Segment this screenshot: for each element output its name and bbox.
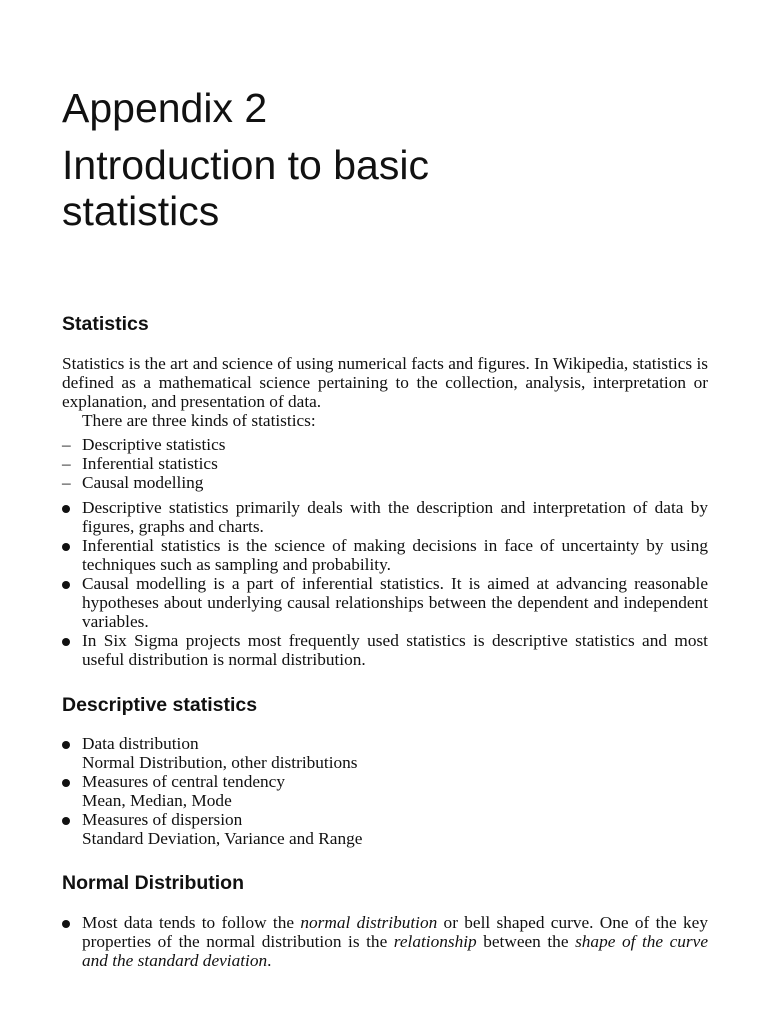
list-item (62, 536, 708, 574)
item-detail: Normal Distribution, other distributions (82, 753, 358, 772)
kind-label: Causal modelling (82, 473, 204, 492)
dash-icon: – (62, 473, 71, 492)
kind-label: Descriptive statistics (82, 435, 226, 454)
section-heading-normal: Normal Distribution (62, 872, 245, 894)
item-title: Data distribution (82, 734, 199, 753)
section-normal-distribution (62, 871, 708, 970)
list-item (62, 574, 708, 631)
list-item (62, 734, 708, 772)
list-item (62, 913, 708, 970)
item-title: Measures of central tendency (82, 772, 285, 791)
section-heading-descriptive: Descriptive statistics (62, 694, 258, 716)
appendix-label: Appendix 2 (62, 85, 268, 131)
item-detail: Standard Deviation, Variance and Range (82, 829, 363, 848)
item-title: Measures of dispersion (82, 810, 243, 829)
bullet-text: Descriptive statistics primarily deals with the description and interpretation of data by figures, graphs and charts. (82, 498, 708, 536)
bullet-icon (62, 741, 70, 749)
list-item (62, 810, 708, 848)
normal-list (62, 913, 708, 970)
dash-icon: – (62, 435, 71, 454)
normal-text-part4: . (267, 951, 272, 970)
list-item (62, 435, 708, 454)
list-item (62, 473, 708, 492)
bullet-icon (62, 543, 70, 551)
normal-text-part3: between the (476, 932, 576, 951)
list-item (62, 454, 708, 473)
bullet-text: Causal modelling is a part of inferential statistics. It is aimed at advancing reasonable hypotheses about underlying causal relationships between the dependent and independent variables. (82, 574, 708, 631)
bullet-icon (62, 581, 70, 589)
list-item (62, 772, 708, 810)
bullet-icon (62, 505, 70, 513)
chapter-title-line-1: Introduction to basic (62, 142, 429, 188)
chapter-title (62, 142, 429, 234)
bullet-text: In Six Sigma projects most frequently used statistics is descriptive statistics and most useful distribution is normal distribution. (82, 631, 708, 669)
item-detail: Mean, Median, Mode (82, 791, 232, 810)
section-statistics (62, 312, 708, 669)
bullet-icon (62, 920, 70, 928)
bullet-icon (62, 638, 70, 646)
kind-label: Inferential statistics (82, 454, 218, 473)
dash-icon: – (62, 454, 71, 473)
normal-text-em3: shape of the curve and the standard deviation (82, 932, 708, 970)
section-heading-statistics: Statistics (62, 313, 149, 335)
bullet-icon (62, 779, 70, 787)
bullet-text: Inferential statistics is the science of making decisions in face of uncertainty by using techniques such as sampling and probability. (82, 536, 708, 574)
list-item (62, 498, 708, 536)
normal-text-em1: normal distribution (300, 913, 438, 932)
list-item (62, 631, 708, 669)
kinds-intro: There are three kinds of statistics: (82, 411, 316, 430)
statistics-bullets (62, 498, 708, 669)
normal-text-part2: or bell shaped curve. One of the key properties of the normal distribution is the (82, 913, 708, 951)
kinds-list (62, 435, 708, 492)
descriptive-list (62, 734, 708, 848)
normal-text-part1: Most data tends to follow the (82, 913, 301, 932)
statistics-paragraph: Statistics is the art and science of using numerical facts and figures. In Wikipedia, statistics is defined as a mathematical science pertaining to the collection, analysis, interpretation or explanation, and presentation of data. (62, 354, 708, 411)
bullet-icon (62, 817, 70, 825)
normal-text-em2: relationship (393, 932, 477, 951)
main-content (62, 312, 708, 970)
section-descriptive-statistics (62, 693, 708, 848)
chapter-title-line-2: statistics (62, 188, 220, 234)
